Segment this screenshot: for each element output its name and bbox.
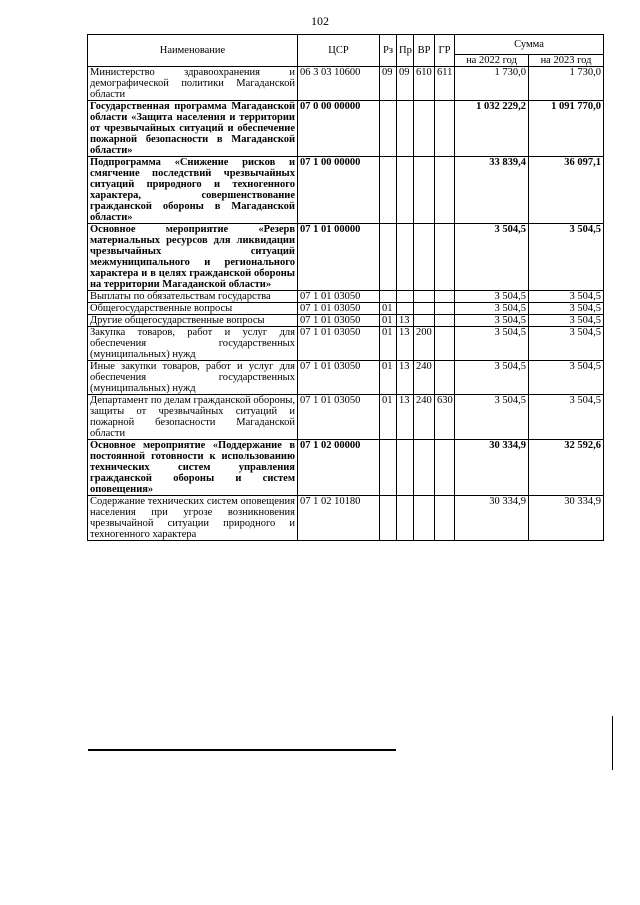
cell-csr: 07 1 01 03050	[298, 395, 380, 440]
col-header-2023: на 2023 год	[529, 55, 604, 67]
table-row	[88, 67, 604, 101]
cell-rz	[380, 496, 397, 541]
cell-y2022: 1 730,0	[455, 67, 529, 101]
cell-csr: 07 1 01 00000	[298, 224, 380, 291]
cell-rz	[380, 291, 397, 303]
cell-rz	[380, 157, 397, 224]
table-row	[88, 315, 604, 327]
cell-vr	[414, 303, 435, 315]
cell-pr	[397, 224, 414, 291]
table-row	[88, 327, 604, 361]
table-row	[88, 303, 604, 315]
col-header-name: Наименование	[88, 35, 298, 67]
cell-rz	[380, 440, 397, 496]
cell-y2023: 3 504,5	[529, 291, 604, 303]
cell-rz: 01	[380, 315, 397, 327]
cell-y2023: 1 091 770,0	[529, 101, 604, 157]
cell-csr: 07 1 00 00000	[298, 157, 380, 224]
cell-pr	[397, 101, 414, 157]
cell-y2022: 3 504,5	[455, 291, 529, 303]
cell-gr	[435, 101, 455, 157]
cell-gr	[435, 303, 455, 315]
cell-gr: 630	[435, 395, 455, 440]
cell-vr: 610	[414, 67, 435, 101]
cell-pr	[397, 291, 414, 303]
table-row	[88, 157, 604, 224]
col-header-2022: на 2022 год	[455, 55, 529, 67]
cell-vr: 240	[414, 395, 435, 440]
table-row	[88, 361, 604, 395]
cell-name: Другие общегосударственные вопросы	[88, 315, 298, 327]
cell-y2023: 3 504,5	[529, 224, 604, 291]
table-row	[88, 395, 604, 440]
cell-y2022: 30 334,9	[455, 496, 529, 541]
table-row	[88, 291, 604, 303]
cell-vr	[414, 224, 435, 291]
cell-y2022: 3 504,5	[455, 361, 529, 395]
cell-y2023: 1 730,0	[529, 67, 604, 101]
col-header-pr: Пр	[397, 35, 414, 67]
cell-name: Министерство здравоохранения и демографической политики Магаданской области	[88, 67, 298, 101]
cell-gr	[435, 224, 455, 291]
cell-csr: 07 1 02 00000	[298, 440, 380, 496]
cell-csr: 07 1 01 03050	[298, 327, 380, 361]
cell-vr	[414, 315, 435, 327]
cell-pr	[397, 303, 414, 315]
cell-pr	[397, 440, 414, 496]
cell-csr: 07 0 00 00000	[298, 101, 380, 157]
footer-rule	[88, 749, 396, 751]
col-header-rz: Рз	[380, 35, 397, 67]
cell-name: Основное мероприятие «Поддержание в постоянной готовности к использованию технических систем управления гражданской обороны и систем оповещения»	[88, 440, 298, 496]
cell-rz	[380, 224, 397, 291]
cell-csr: 07 1 01 03050	[298, 303, 380, 315]
cell-y2023: 3 504,5	[529, 315, 604, 327]
cell-rz	[380, 101, 397, 157]
col-header-gr: ГР	[435, 35, 455, 67]
cell-pr	[397, 496, 414, 541]
cell-csr: 06 3 03 10600	[298, 67, 380, 101]
cell-y2022: 3 504,5	[455, 395, 529, 440]
cell-rz: 01	[380, 361, 397, 395]
col-header-sum: Сумма	[455, 35, 604, 55]
table-row	[88, 101, 604, 157]
cell-y2022: 1 032 229,2	[455, 101, 529, 157]
cell-name: Основное мероприятие «Резерв материальных ресурсов для ликвидации чрезвычайных ситуаций межмуниципального и регионального характера и в целях гражданской обороны на территории Магаданской области»	[88, 224, 298, 291]
cell-gr	[435, 496, 455, 541]
col-header-vr: ВР	[414, 35, 435, 67]
cell-y2023: 36 097,1	[529, 157, 604, 224]
cell-gr	[435, 327, 455, 361]
cell-name: Закупка товаров, работ и услуг для обеспечения государственных (муниципальных) нужд	[88, 327, 298, 361]
cell-y2023: 30 334,9	[529, 496, 604, 541]
cell-vr	[414, 157, 435, 224]
cell-vr	[414, 291, 435, 303]
cell-csr: 07 1 01 03050	[298, 291, 380, 303]
cell-gr	[435, 440, 455, 496]
cell-vr	[414, 496, 435, 541]
table-row	[88, 440, 604, 496]
cell-y2022: 3 504,5	[455, 315, 529, 327]
cell-y2022: 33 839,4	[455, 157, 529, 224]
cell-name: Иные закупки товаров, работ и услуг для обеспечения государственных (муниципальных) нужд	[88, 361, 298, 395]
cell-name: Подпрограмма «Снижение рисков и смягчение последствий чрезвычайных ситуаций природного и техногенного характера, совершенствование гражданской обороны в Магаданской области»	[88, 157, 298, 224]
cell-csr: 07 1 01 03050	[298, 361, 380, 395]
cell-vr: 200	[414, 327, 435, 361]
cell-y2022: 3 504,5	[455, 224, 529, 291]
cell-pr: 09	[397, 67, 414, 101]
cell-gr: 611	[435, 67, 455, 101]
cell-gr	[435, 361, 455, 395]
cell-name: Общегосударственные вопросы	[88, 303, 298, 315]
table-row	[88, 496, 604, 541]
cell-gr	[435, 157, 455, 224]
margin-mark	[612, 716, 613, 770]
budget-table	[87, 34, 604, 541]
cell-y2022: 3 504,5	[455, 327, 529, 361]
cell-csr: 07 1 01 03050	[298, 315, 380, 327]
cell-y2023: 3 504,5	[529, 303, 604, 315]
cell-gr	[435, 291, 455, 303]
cell-pr: 13	[397, 395, 414, 440]
table-body	[88, 67, 604, 541]
cell-y2023: 32 592,6	[529, 440, 604, 496]
cell-name: Содержание технических систем оповещения населения при угрозе возникновения чрезвычайной ситуации природного и техногенного характера	[88, 496, 298, 541]
page-number: 102	[311, 14, 329, 28]
cell-y2022: 3 504,5	[455, 303, 529, 315]
cell-rz: 01	[380, 327, 397, 361]
cell-rz: 09	[380, 67, 397, 101]
cell-csr: 07 1 02 10180	[298, 496, 380, 541]
cell-vr	[414, 101, 435, 157]
cell-y2022: 30 334,9	[455, 440, 529, 496]
cell-y2023: 3 504,5	[529, 327, 604, 361]
cell-pr: 13	[397, 327, 414, 361]
col-header-csr: ЦСР	[298, 35, 380, 67]
cell-name: Департамент по делам гражданской обороны, защиты от чрезвычайных ситуаций и пожарной безопасности Магаданской области	[88, 395, 298, 440]
cell-pr: 13	[397, 315, 414, 327]
cell-y2023: 3 504,5	[529, 361, 604, 395]
cell-pr	[397, 157, 414, 224]
cell-rz: 01	[380, 303, 397, 315]
cell-pr: 13	[397, 361, 414, 395]
table-row	[88, 224, 604, 291]
cell-y2023: 3 504,5	[529, 395, 604, 440]
cell-rz: 01	[380, 395, 397, 440]
cell-gr	[435, 315, 455, 327]
cell-vr	[414, 440, 435, 496]
cell-name: Выплаты по обязательствам государства	[88, 291, 298, 303]
cell-name: Государственная программа Магаданской области «Защита населения и территории от чрезвычайных ситуаций и обеспечение пожарной безопасности в Магаданской области»	[88, 101, 298, 157]
cell-vr: 240	[414, 361, 435, 395]
